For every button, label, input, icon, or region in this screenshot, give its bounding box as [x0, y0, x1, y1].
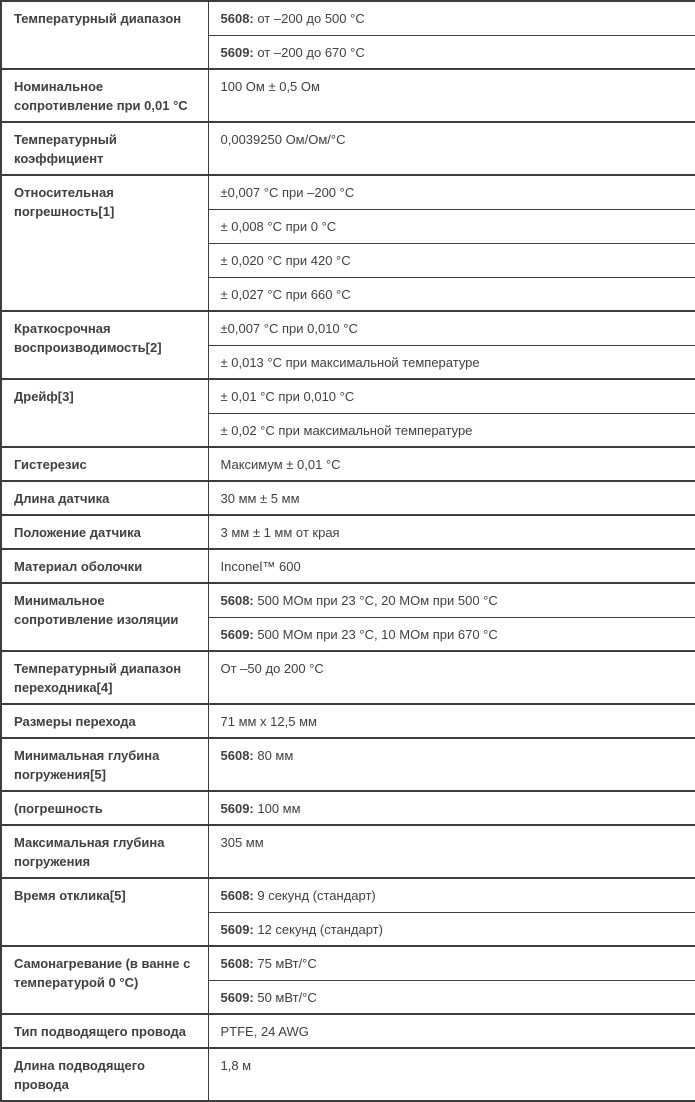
spec-row [1, 481, 695, 515]
spec-value-cell: ± 0,008 °C при 0 °C [208, 209, 695, 243]
spec-value-text: от –200 до 670 °C [253, 44, 365, 60]
model-number: 5608: [220, 748, 254, 763]
spec-value-text: 50 мВт/°C [253, 989, 317, 1005]
spec-value-cell [208, 617, 695, 651]
spec-value-cell: 1,8 м [208, 1048, 695, 1101]
spec-value-text: от –200 до 500 °C [253, 11, 365, 26]
spec-parameter-label: Дрейф[3] [1, 379, 208, 447]
spec-value-cell: PTFE, 24 AWG [208, 1014, 695, 1048]
spec-parameter-label: Минимальное сопротивление изоляции [1, 583, 208, 651]
spec-parameter-label: Краткосрочная воспроизводимость[2] [1, 311, 208, 379]
spec-value-cell: 71 мм x 12,5 мм [208, 704, 695, 738]
spec-row [1, 878, 695, 912]
spec-parameter-label: (погрешность [1, 791, 208, 825]
spec-value-cell [208, 583, 695, 617]
spec-row [1, 738, 695, 791]
spec-value-cell: Максимум ± 0,01 °C [208, 447, 695, 481]
model-number: 5609: [220, 989, 254, 1005]
spec-value-cell: ±0,007 °C при 0,010 °C [208, 311, 695, 345]
spec-value-text: 12 секунд (стандарт) [253, 921, 383, 937]
spec-row [1, 379, 695, 413]
spec-value-text: 100 мм [253, 801, 301, 816]
spec-value-cell: ± 0,027 °C при 660 °C [208, 277, 695, 311]
spec-value-cell [208, 1, 695, 35]
spec-row [1, 122, 695, 175]
spec-value-cell: ±0,007 °C при –200 °C [208, 175, 695, 209]
model-number: 5608: [220, 593, 254, 608]
spec-row [1, 651, 695, 704]
spec-parameter-label: Материал оболочки [1, 549, 208, 583]
specifications-table-body [1, 1, 695, 1101]
spec-parameter-label: Гистерезис [1, 447, 208, 481]
spec-parameter-label: Самонагревание (в ванне с температурой 0 °C) [1, 946, 208, 1014]
model-number: 5608: [220, 11, 254, 26]
spec-value-text: 500 МОм при 23 °C, 10 МОм при 670 °C [253, 626, 498, 642]
spec-parameter-label: Температурный диапазон переходника[4] [1, 651, 208, 704]
spec-row [1, 704, 695, 738]
spec-value-text: 80 мм [253, 748, 294, 763]
spec-row [1, 549, 695, 583]
spec-value-cell [208, 980, 695, 1014]
spec-row [1, 1, 695, 35]
spec-value-text: 500 МОм при 23 °C, 20 МОм при 500 °C [253, 593, 498, 608]
spec-row [1, 825, 695, 878]
spec-parameter-label: Длина датчика [1, 481, 208, 515]
spec-parameter-label: Длина подводящего провода [1, 1048, 208, 1101]
spec-value-cell: 30 мм ± 5 мм [208, 481, 695, 515]
spec-value-cell: 305 мм [208, 825, 695, 878]
spec-value-text: 9 секунд (стандарт) [253, 888, 376, 903]
spec-row [1, 175, 695, 209]
spec-value-cell [208, 946, 695, 980]
spec-parameter-label: Минимальная глубина погружения[5] [1, 738, 208, 791]
spec-value-cell [208, 35, 695, 69]
spec-row [1, 946, 695, 980]
model-number: 5609: [220, 44, 254, 60]
spec-value-cell: ± 0,01 °C при 0,010 °C [208, 379, 695, 413]
spec-parameter-label: Номинальное сопротивление при 0,01 °C [1, 69, 208, 122]
spec-value-text: 75 мВт/°C [253, 956, 317, 971]
spec-parameter-label: Максимальная глубина погружения [1, 825, 208, 878]
spec-row [1, 791, 695, 825]
spec-value-cell [208, 912, 695, 946]
spec-parameter-label: Тип подводящего провода [1, 1014, 208, 1048]
spec-value-cell: ± 0,02 °C при максимальной температуре [208, 413, 695, 447]
spec-parameter-label: Температурный диапазон [1, 1, 208, 69]
spec-row [1, 69, 695, 122]
spec-value-cell: ± 0,013 °C при максимальной температуре [208, 345, 695, 379]
spec-value-cell: От –50 до 200 °C [208, 651, 695, 704]
spec-row [1, 1048, 695, 1101]
spec-value-cell [208, 878, 695, 912]
spec-value-cell: Inconel™ 600 [208, 549, 695, 583]
spec-row [1, 447, 695, 481]
spec-value-cell [208, 738, 695, 791]
spec-parameter-label: Относительная погрешность[1] [1, 175, 208, 311]
model-number: 5608: [220, 956, 254, 971]
spec-parameter-label: Время отклика[5] [1, 878, 208, 946]
spec-value-cell: 3 мм ± 1 мм от края [208, 515, 695, 549]
spec-parameter-label: Температурный коэффициент [1, 122, 208, 175]
spec-parameter-label: Положение датчика [1, 515, 208, 549]
model-number: 5609: [220, 626, 254, 642]
spec-row [1, 583, 695, 617]
model-number: 5609: [220, 801, 254, 816]
spec-value-cell [208, 791, 695, 825]
model-number: 5609: [220, 921, 254, 937]
spec-row [1, 1014, 695, 1048]
spec-value-cell: 0,0039250 Ом/Ом/°C [208, 122, 695, 175]
spec-value-cell: ± 0,020 °C при 420 °C [208, 243, 695, 277]
model-number: 5608: [220, 888, 254, 903]
spec-parameter-label: Размеры перехода [1, 704, 208, 738]
spec-row [1, 311, 695, 345]
spec-row [1, 515, 695, 549]
spec-value-cell: 100 Ом ± 0,5 Ом [208, 69, 695, 122]
